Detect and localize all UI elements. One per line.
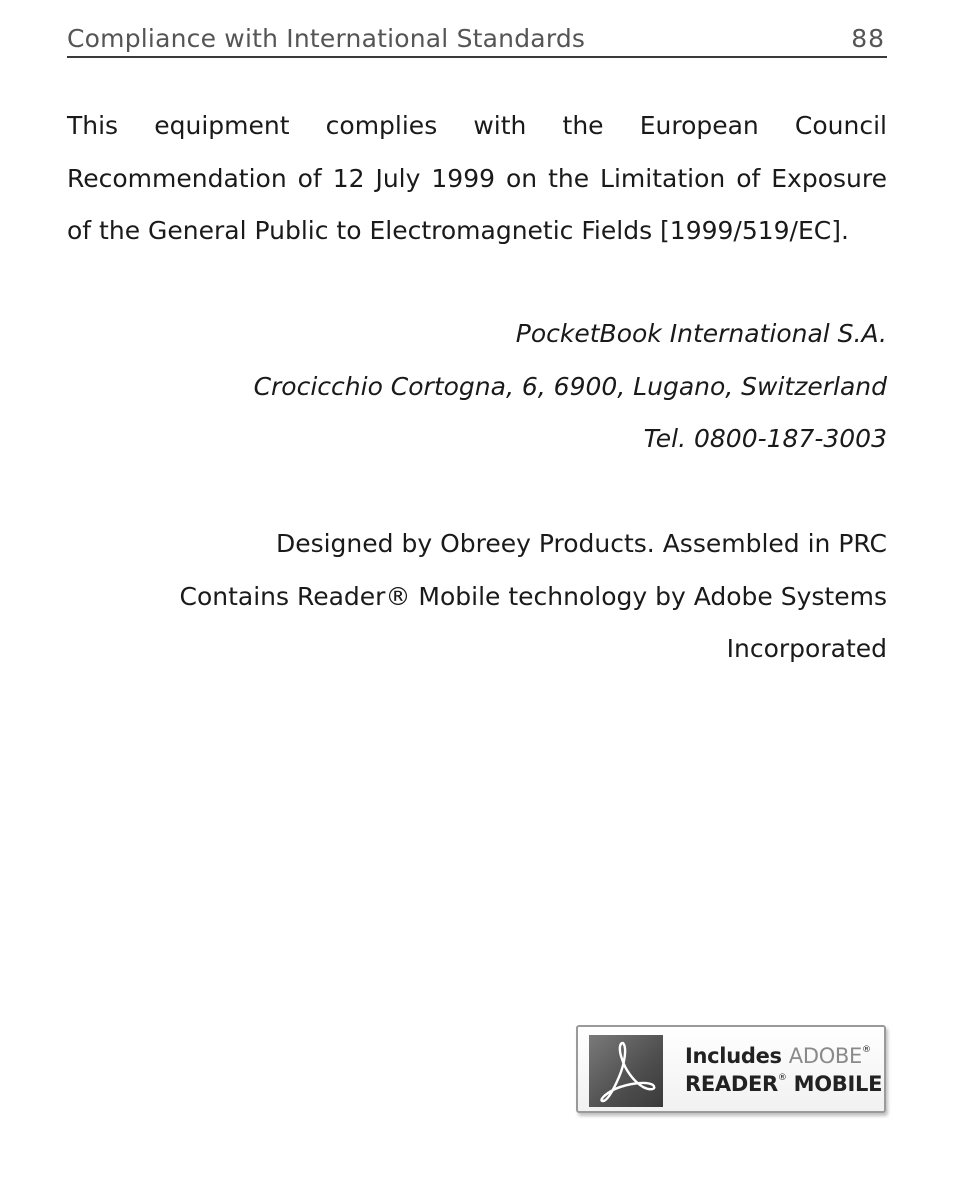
contains-technology-text: Contains Reader® Mobile technology by Adobe Systems <box>179 581 887 611</box>
badge-reader-label: READER <box>685 1072 778 1096</box>
designed-by-text: Designed by Obreey Products. Assembled in PRC <box>275 529 887 558</box>
adobe-acrobat-icon <box>589 1035 663 1107</box>
company-street: Crocicchio Cortogna, 6, 6900, Lugano, Switzerland <box>253 371 887 401</box>
company-phone: Tel. 0800-187-3003 <box>643 424 887 453</box>
badge-includes-line: Includes ADOBE® <box>685 1044 871 1068</box>
contains-technology-text-cont: Incorporated <box>726 634 887 663</box>
adobe-reader-mobile-badge <box>576 1025 886 1113</box>
page-number: 88 <box>851 24 885 53</box>
company-address <box>67 308 887 466</box>
page-header <box>67 22 887 58</box>
running-title: Compliance with International Standards <box>67 24 586 53</box>
badge-product-line: READER® MOBILE <box>685 1072 883 1096</box>
badge-includes-label: Includes <box>685 1044 782 1068</box>
badge-brand-label: ADOBE <box>788 1044 863 1068</box>
company-name: PocketBook International S.A. <box>515 319 887 348</box>
badge-mobile-label: MOBILE <box>793 1072 883 1096</box>
credits-block <box>67 518 887 676</box>
compliance-paragraph: This equipment complies with the European Council Recommendation of 12 July 1999 on the Limitation of Exposure of the General Public to Electromagnetic Fields [1999/519/EC]. <box>67 111 887 245</box>
